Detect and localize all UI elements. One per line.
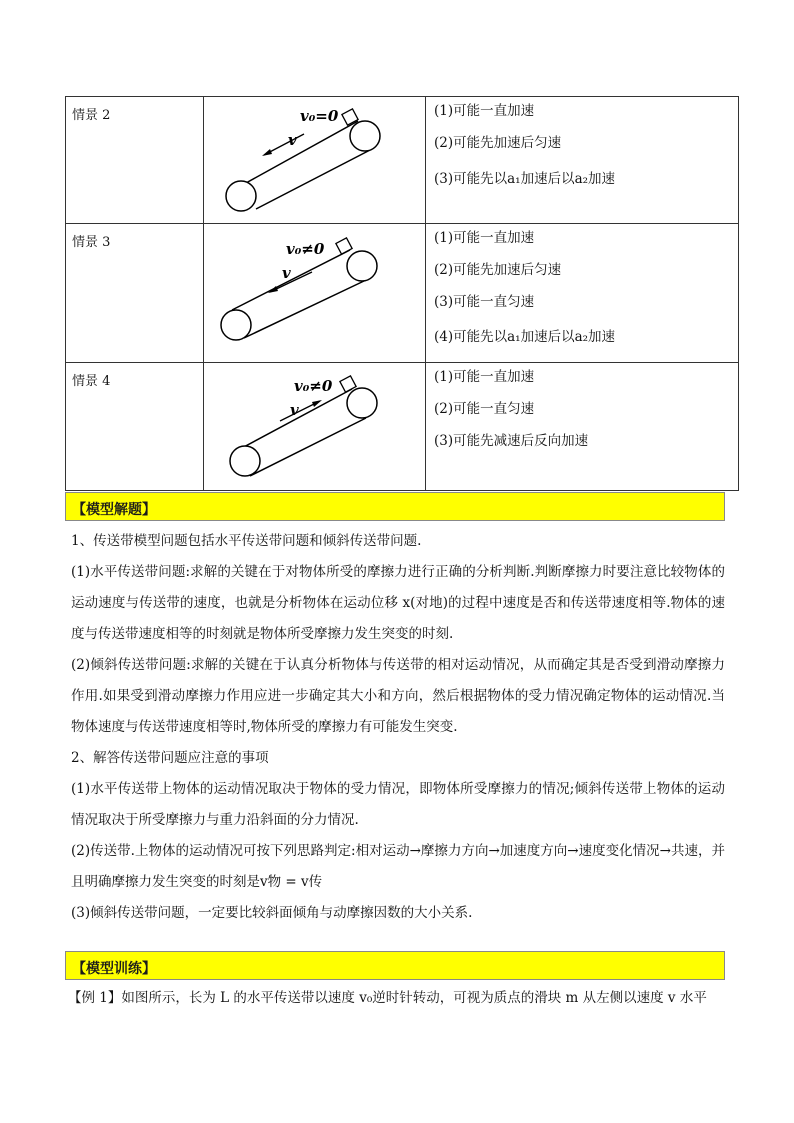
paragraph: (1)水平传送带问题:求解的关键在于对物体所受的摩擦力进行正确的分析判断.判断摩擦力时要注意比较物体的运动速度与传送带的速度，也就是分析物体在运动位移 x(对地)的过程中速度是否和传送带速度相等.物体的速度与传送带速度相等的时刻就是物体所受摩擦力发生突变的时刻.: [71, 564, 725, 642]
body-text: [71, 526, 725, 929]
figure-cell: [204, 363, 426, 491]
conveyor-figure-2: [204, 97, 425, 223]
list-item: (4)可能先以a₁加速后以a₂加速: [434, 329, 616, 345]
v0-label: v₀=0: [300, 107, 339, 125]
scene-label: 情景 2: [66, 97, 204, 224]
paragraph: (2)倾斜传送带问题:求解的关键在于认真分析物体与传送带的相对运动情况，从而确定其是否受到滑动摩擦力作用.如果受到滑动摩擦力作用应进一步确定其大小和方向，然后根据物体的受力情况确定物体的运动情况.当物体速度与传送带速度相等时,物体所受的摩擦力有可能发生突变.: [71, 657, 725, 735]
v0-label: v₀≠0: [286, 240, 325, 258]
example-paragraph: 【例 1】如图所示，长为 L 的水平传送带以速度 v₀逆时针转动，可视为质点的滑块 m 从左侧以速度 v 水平: [68, 990, 707, 1006]
list-item: (2)可能一直匀速: [434, 401, 535, 417]
v-label: v: [290, 401, 299, 419]
list-item: (2)可能先加速后匀速: [434, 135, 562, 151]
section-title: 【模型训练】: [72, 961, 156, 977]
item-cell: [426, 363, 739, 491]
v-label: v: [282, 264, 291, 282]
table-row: [66, 97, 739, 224]
item-cell: [426, 224, 739, 363]
conveyor-figure-4: [204, 363, 425, 490]
table-row: [66, 363, 739, 491]
paragraph: 1、传送带模型问题包括水平传送带问题和倾斜传送带问题.: [71, 533, 422, 549]
paragraph: (2)传送带.上物体的运动情况可按下列思路判定:相对运动→摩擦力方向→加速度方向→速度变化情况→共速，并且明确摩擦力发生突变的时刻是v物 = v传: [71, 843, 725, 890]
example-text: [68, 983, 722, 1014]
v0-label: v₀≠0: [294, 377, 333, 395]
figure-cell: [204, 224, 426, 363]
item-cell: [426, 97, 739, 224]
table-row: [66, 224, 739, 363]
paragraph: (1)水平传送带上物体的运动情况取决于物体的受力情况，即物体所受摩擦力的情况;倾斜传送带上物体的运动情况取决于所受摩擦力与重力沿斜面的分力情况.: [71, 781, 725, 828]
list-item: (2)可能先加速后匀速: [434, 262, 562, 278]
list-item: (1)可能一直加速: [434, 369, 535, 385]
paragraph: 2、解答传送带问题应注意的事项: [71, 750, 269, 766]
list-item: (3)可能一直匀速: [434, 294, 535, 310]
scenario-table: [65, 96, 739, 491]
section-banner-model-training: [65, 951, 725, 980]
list-item: (3)可能先以a₁加速后以a₂加速: [434, 171, 616, 187]
scene-label: 情景 3: [66, 224, 204, 363]
figure-cell: [204, 97, 426, 224]
scene-label: 情景 4: [66, 363, 204, 491]
v-label: v: [288, 131, 297, 149]
list-item: (1)可能一直加速: [434, 103, 535, 119]
conveyor-figure-3: [204, 224, 425, 362]
section-banner-model-solution: [65, 492, 725, 521]
list-item: (1)可能一直加速: [434, 230, 535, 246]
list-item: (3)可能先减速后反向加速: [434, 433, 589, 449]
section-title: 【模型解题】: [72, 502, 156, 518]
paragraph: (3)倾斜传送带问题，一定要比较斜面倾角与动摩擦因数的大小关系.: [71, 905, 473, 921]
